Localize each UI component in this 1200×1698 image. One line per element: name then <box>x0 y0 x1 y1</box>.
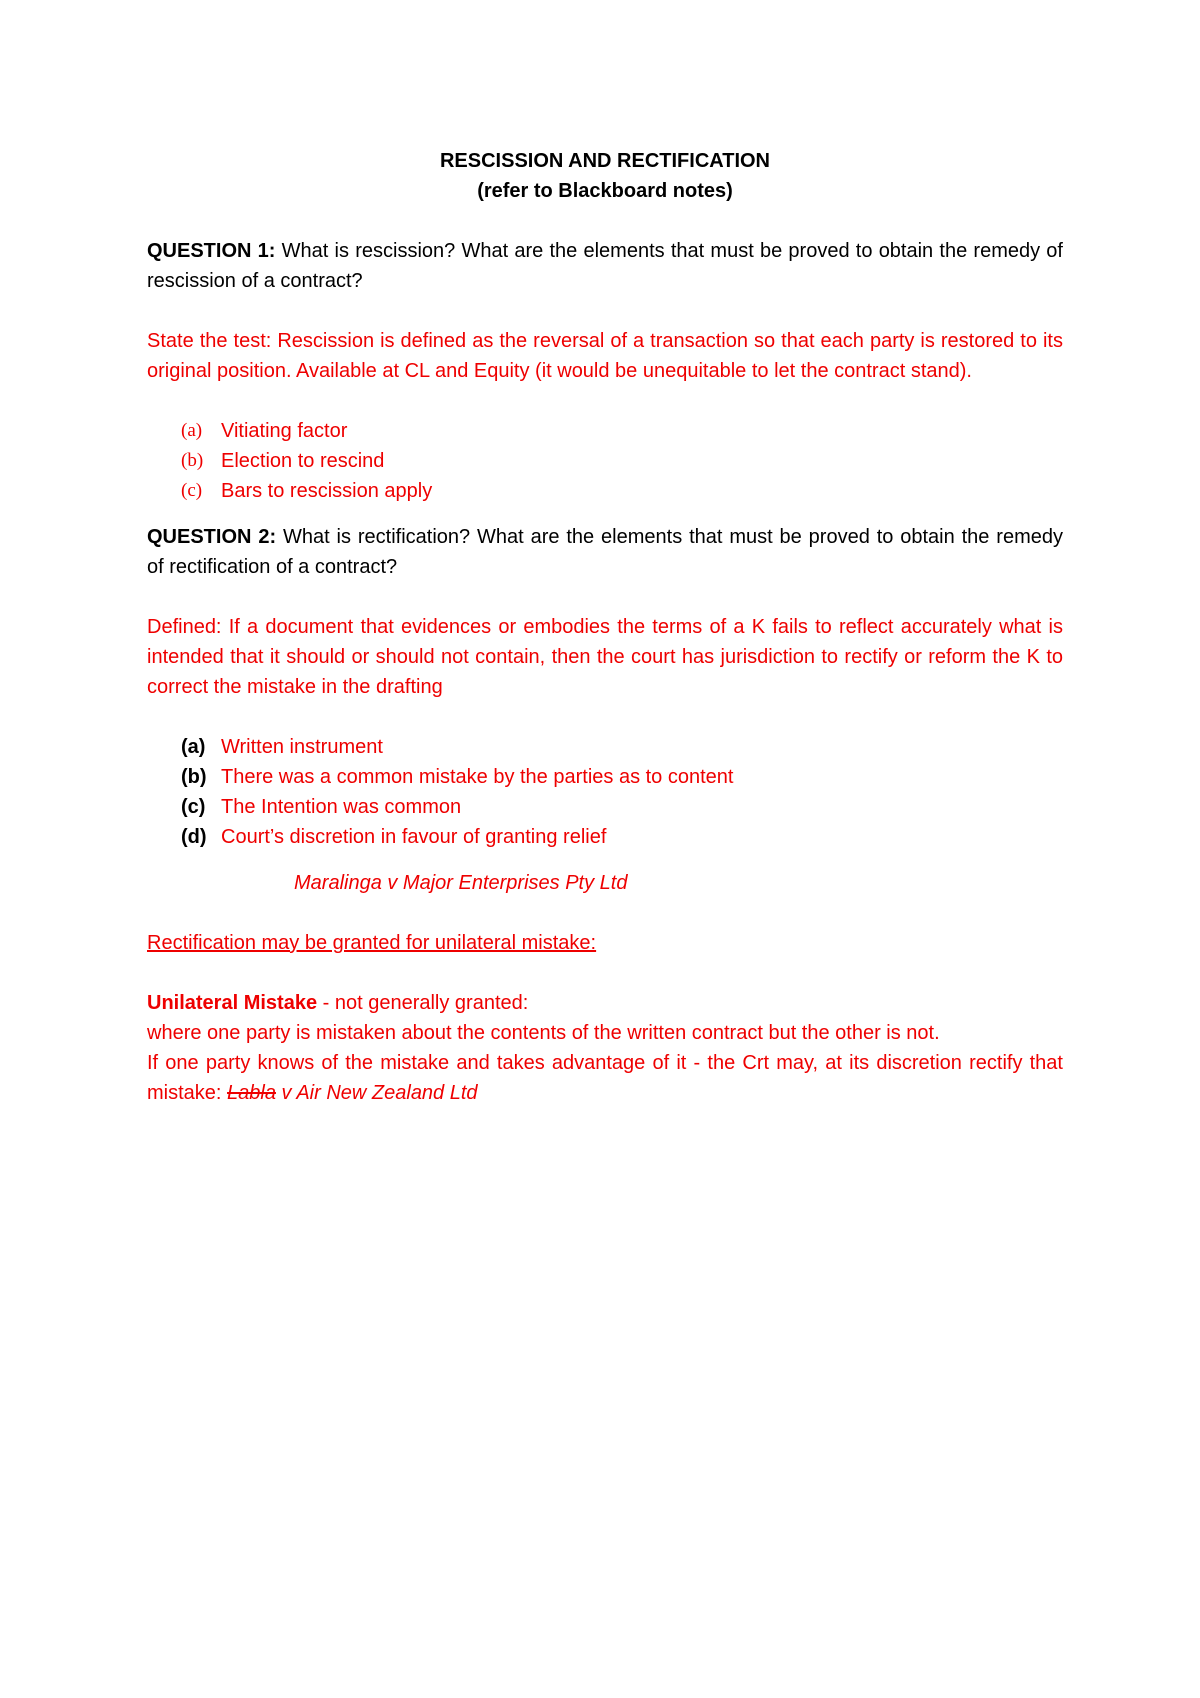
list-item-text: Written instrument <box>221 736 383 758</box>
list-marker: (b) <box>181 766 207 788</box>
answer-1-text: State the test: Rescission is defined as the reversal of a transaction so that each party is restored to its original position. Available at CL and Equity (it would be unequitable to let the contract stand). <box>147 330 1063 382</box>
unilateral-mistake-line <box>147 988 1063 1018</box>
list-item-text: Court’s discretion in favour of granting relief <box>221 826 607 848</box>
document-subtitle: (refer to Blackboard notes) <box>477 180 733 202</box>
list-marker: (c) <box>181 480 203 501</box>
document-title: RESCISSION AND RECTIFICATION <box>439 150 770 172</box>
list-item-text: Election to rescind <box>221 450 385 472</box>
question-1-label: QUESTION 1: <box>147 240 276 262</box>
list-item-text: Vitiating factor <box>221 420 348 442</box>
list-item <box>147 762 1063 792</box>
question-1 <box>147 236 1063 296</box>
unilateral-line-2-text: If one party knows of the mistake and takes advantage of it - the Crt may, at its discretion rectify that mistake: <box>147 1052 1063 1104</box>
case-name-rest: v Air New Zealand Ltd <box>275 1082 478 1104</box>
unilateral-mistake-label-rest: - not generally granted: <box>317 992 529 1014</box>
list-marker: (d) <box>181 826 207 848</box>
unilateral-line-2 <box>147 1048 1063 1108</box>
question-1-text: What is rescission? What are the elements that must be proved to obtain the remedy of rescission of a contract? <box>147 240 1063 292</box>
list-marker: (a) <box>181 420 203 441</box>
question-2-label: QUESTION 2: <box>147 526 277 548</box>
list-item <box>147 446 1063 476</box>
list-item <box>147 476 1063 506</box>
case-name-struck: Labla <box>227 1082 276 1104</box>
document-content <box>147 146 1063 1108</box>
list-item-text: Bars to rescission apply <box>221 480 433 502</box>
list-item <box>147 416 1063 446</box>
list-marker: (b) <box>181 450 204 471</box>
list-marker: (c) <box>181 796 206 818</box>
answer-1-list <box>147 416 1063 506</box>
unilateral-heading: Rectification may be granted for unilateral mistake: <box>147 932 597 954</box>
list-item-text: There was a common mistake by the parties as to content <box>221 766 734 788</box>
unilateral-line-1: where one party is mistaken about the contents of the written contract but the other is not. <box>147 1022 940 1044</box>
answer-2-text: Defined: If a document that evidences or embodies the terms of a K fails to reflect accurately what is intended that it should or should not contain, then the court has jurisdiction to rectify or reform the K to correct the mistake in the drafting <box>147 616 1063 698</box>
answer-2-list <box>147 732 1063 852</box>
list-item <box>147 792 1063 822</box>
unilateral-mistake-label: Unilateral Mistake <box>147 992 318 1014</box>
question-2 <box>147 522 1063 582</box>
list-item <box>147 732 1063 762</box>
list-marker: (a) <box>181 736 206 758</box>
list-item <box>147 822 1063 852</box>
case-citation-maralinga: Maralinga v Major Enterprises Pty Ltd <box>294 872 628 894</box>
question-2-text: What is rectification? What are the elements that must be proved to obtain the remedy of rectification of a contract? <box>147 526 1063 578</box>
list-item-text: The Intention was common <box>221 796 462 818</box>
